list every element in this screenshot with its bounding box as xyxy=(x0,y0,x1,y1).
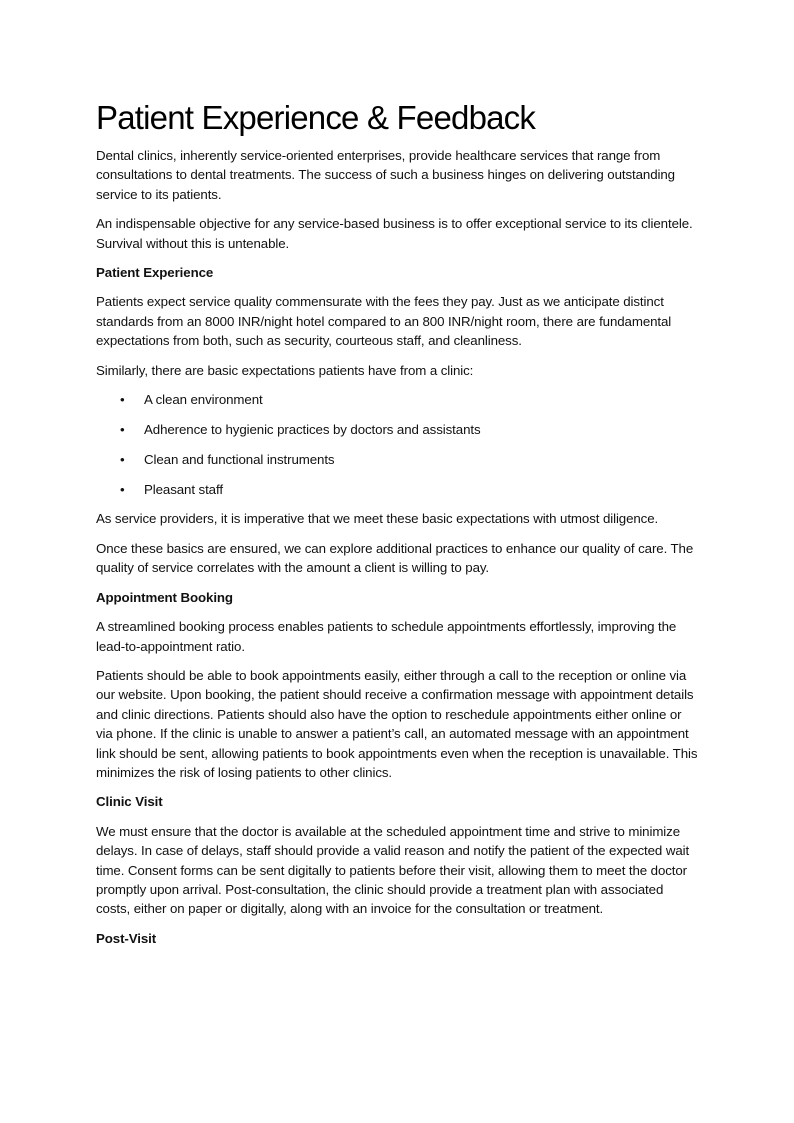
paragraph: A streamlined booking process enables patients to schedule appointments effortlessly, improving the lead-to-appointment ratio. xyxy=(96,619,677,654)
intro-paragraph: An indispensable objective for any service-based business is to offer exceptional service to its clientele. Survival without this is untenable. xyxy=(96,216,693,251)
list-item xyxy=(96,480,700,499)
paragraph: Patients should be able to book appointments easily, either through a call to the reception or online via our website. Upon booking, the patient should receive a confirmation message with appointment details and clinic directions. Patients should also have the option to reschedule appointments either online or via phone. If the clinic is unable to answer a patient’s call, an automated message with an appointment link should be sent, allowing patients to book appointments even when the reception is unavailable. This minimizes the risk of losing patients to other clinics. xyxy=(96,667,698,780)
bullet-icon: • xyxy=(120,452,125,468)
expectations-list xyxy=(96,390,700,499)
list-item xyxy=(96,420,700,439)
document-page xyxy=(96,96,700,958)
section-heading-patient-experience: Patient Experience xyxy=(96,265,214,281)
bullet-icon: • xyxy=(120,422,125,438)
paragraph: We must ensure that the doctor is available at the scheduled appointment time and strive to minimize delays. In case of delays, staff should provide a valid reason and notify the patient of the expected wait time. Consent forms can be sent digitally to patients before their visit, allowing them to meet the doctor promptly upon arrival. Post-consultation, the clinic should provide a treatment plan with associated costs, either on paper or digitally, along with an invoice for the consultation or treatment. xyxy=(96,823,690,917)
paragraph: Patients expect service quality commensurate with the fees they pay. Just as we anticipate distinct standards from an 8000 INR/night hotel compared to an 800 INR/night room, there are fundamental expectations from both, such as security, courteous staff, and cleanliness. xyxy=(96,294,672,349)
section-heading-clinic-visit: Clinic Visit xyxy=(96,794,163,810)
paragraph: Once these basics are ensured, we can explore additional practices to enhance our quality of care. The quality of service correlates with the amount a client is willing to pay. xyxy=(96,540,694,576)
list-item-text: Adherence to hygienic practices by doctors and assistants xyxy=(144,422,481,438)
bullet-icon: • xyxy=(120,392,125,408)
intro-paragraph: Dental clinics, inherently service-oriented enterprises, provide healthcare services that range from consultations to dental treatments. The success of such a business hinges on delivering outstanding service to its patients. xyxy=(96,148,675,202)
list-item-text: A clean environment xyxy=(144,392,263,408)
paragraph: Similarly, there are basic expectations patients have from a clinic: xyxy=(96,362,474,378)
bullet-icon: • xyxy=(120,482,125,498)
page-title: Patient Experience & Feedback xyxy=(96,99,536,136)
list-item xyxy=(96,390,700,409)
list-item-text: Pleasant staff xyxy=(144,482,223,498)
list-item-text: Clean and functional instruments xyxy=(144,452,335,468)
list-item xyxy=(96,450,700,469)
paragraph: As service providers, it is imperative that we meet these basic expectations with utmost diligence. xyxy=(96,511,659,527)
section-heading-post-visit: Post-Visit xyxy=(96,930,157,946)
section-heading-appointment-booking: Appointment Booking xyxy=(96,589,233,605)
